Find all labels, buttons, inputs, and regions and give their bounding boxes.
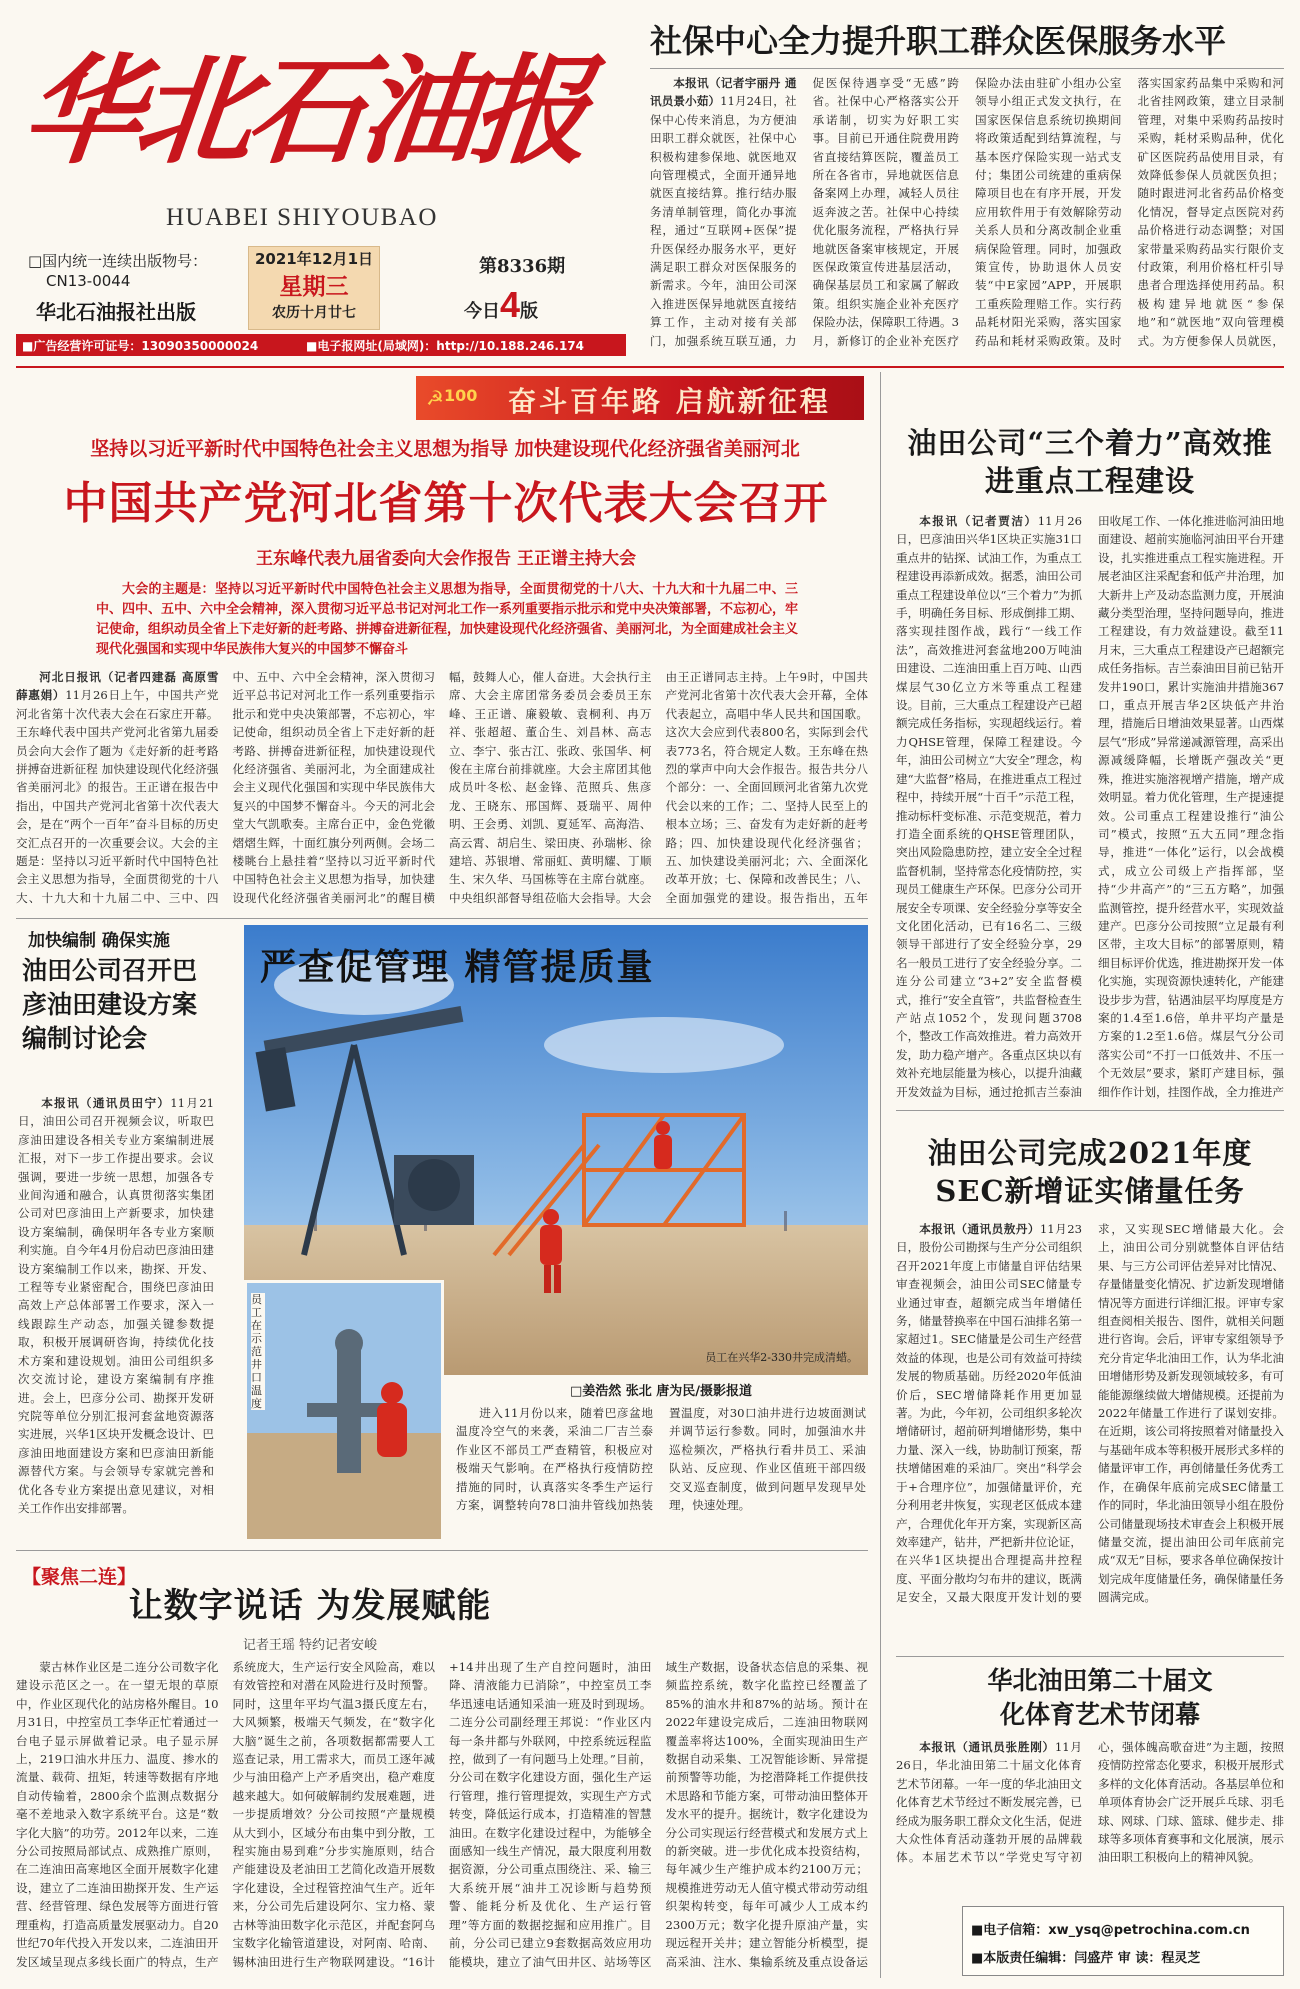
badge-number: 100 — [444, 386, 478, 405]
photo-caption-side: 员工在示范井口温度 — [251, 1293, 265, 1410]
photo-inset — [244, 1280, 444, 1542]
lead-subtitle: 王东峰代表九届省委向大会作报告 王正谱主持大会 — [256, 549, 636, 569]
right-story2-text: 11月23日，股份公司勘探与生产分公司组织召开2021年度上市储量自评估结果审查视频会，油田公司SEC储量专业通过审查，超额完成当年增储任务，储量替换率在中国石油排名第一家超过1。SEC储量是公司生产经营效益的体现，也是公司有效益可持续发展的物质基础。历经2020年低油价后，SEC增储降耗作用更加显著。为此，今年初，公司组织多轮次增储研讨，超前研判增储形势，集中力量、深入一线，协助制订预案，帮扶增储困难的采油厂。突出“科学会于+合理序位”，加强储量评价，充分利用老井恢复，实现老区低成本建产，合理优化年开方案，实现新区高效率建产，钻井，严把新井位论证，在兴华1区块提出合理提高井控程度、平面分散均匀布井的建议，既满足安全，又最大限度开发计划的要求，又实现SEC增储最大化。会上，油田公司分别就整体自评估结果、与三方公司评估差异对比情况、存量储量变化情况、扩边新发现增储情况等方面进行详细汇报。评审专家组查阅相关报告、图件，就相关问题进行咨询。会后，评审专家组领导予充分肯定华北油田工作，认为华北油田增储形势及新发现领域较多，有可能能源继续做大增储规模。还提前为2022年储量工作进行了谋划安排。在近期，该公司将按照着对储量投入与基础年成本等积极开展形式多样的储量评审工作，再创储量任务优秀工作，在确保年底前完成SEC储量工作的同时，华北油田领导小组在股份公司储量现场技术审查会上积极开展储量交流，提出油田公司年底前完成“双无”目标，要求各单位确保按计划完成年度储量任务，确保储量任务圆满完成。 — [896, 1222, 1284, 1605]
top-story-title: 社保中心全力提升职工群众医保服务水平 — [650, 22, 1227, 60]
pages-suffix: 版 — [520, 301, 539, 322]
right-story1-byline: 本报讯（记者贾洁） — [919, 514, 1038, 528]
lead-text: 11月26日上午，中国共产党河北省第十次代表大会在石家庄开幕。王东峰代表中国共产党河北省第九届委员会向大会作了题为《走好新的赶考路 拼搏奋进新征程 加快建设现代化经济强省美丽河北》的报告。王正谱在报告中指出，中国共产党河北省第十次代表大会，是在“两个一百年”奋斗目标的历史交汇点召开的一次重要会议。大会的主题是：坚持以习近平新时代中国特色社会主义思想为指导，全面贯彻党的十八大、十九大和十九届二中、三中、四中、五中、六中全会精神，深入贯彻习近平总书记对河北工作一系列重要指示批示和党中央决策部署，不忘初心，牢记使命，组织动员全省上下走好新的赶考路、拼搏奋进新征程，加快建设现代化经济强省、美丽河北，为全面建成社会主义现代化强国和实现中华民族伟大复兴的中国梦不懈奋斗。今天的河北会堂大气凯歌奏。主席台正中，金色党徽熠熠生辉，十面红旗分列两侧。会场二楼眺台上悬挂着“坚持以习近平新时代中国特色社会主义思想为指导，加快建设现代化经济强省美丽河北”的醒目横幅，鼓舞人心，催人奋进。大会执行主席、大会主席团常务委员会委员王东峰、王正谱、廉毅敏、袁桐利、冉万祥、张超超、董仚生、刘昌林、高志立、李宁、张古江、张政、张国华、柯俊在主席台前排就座。大会主席团其他成员叶冬松、赵金锋、范照兵、焦彦龙、王晓东、邢国辉、聂瑞平、周仲明、王会勇、刘凯、夏延军、高海浩、高云霄、胡启生、梁田庚、孙瑞彬、徐建培、苏银增、常丽虹、黄明耀、丁顺生、宋久华、马国栋等在主席台就座。中央组织部督导组莅临大会指导。大会由王正谱同志主持。上午9时，中国共产党河北省第十次代表大会开幕，全体代表起立，高唱中华人民共和国国歌。这次大会应到代表800名，实际到会代表773名，符合规定人数。王东峰在热烈的掌声中向大会作报告。报告共分八个部分：一、全面回顾河北省第九次党代会以来的工作；二、坚持人民至上的根本立场；三、奋发有为走好新的赶考路；四、加快建设现代化经济强省；五、加快建设美丽河北；六、全面深化改革开放；七、保障和改善民生；八、全面加强党的建设。报告指出，五年 — [16, 670, 868, 905]
right-story2-body — [896, 1220, 1284, 1650]
cn-number: CN13-0044 — [46, 272, 131, 290]
right-story3-body — [896, 1738, 1284, 1898]
pages-today — [464, 284, 538, 326]
top-story-byline: 本报讯（记者宇丽丹 通讯员景小茹） — [650, 76, 797, 109]
centenary-banner — [416, 376, 864, 420]
pages-prefix: 今日 — [464, 301, 500, 322]
photo-credit: □姜浩然 张北 唐为民/摄影报道 — [569, 1384, 753, 1399]
issue-date: 2021年12月1日 — [254, 250, 374, 268]
focus-body — [16, 1658, 868, 1980]
footer-editor: ■本版责任编辑：闫盛芹 审 读：程灵芝 — [971, 1951, 1201, 1966]
newspaper-logo: 华北石油报 — [16, 41, 592, 180]
lead-title: 中国共产党河北省第十次代表大会召开 — [63, 478, 829, 529]
footer-box — [962, 1906, 1284, 1976]
left-story-title: 油田公司召开巴彦油田建设方案编制讨论会 — [22, 956, 198, 1053]
right-story1-text: 11月26日，巴彦油田兴华1区块正实施31口重点井的钻探、试油工作，为重点工程建设再添新成效。据悉，油田公司重点工程建设单位以“三个着力”为抓手，明确任务目标、形成倒排工期、落实现挂图作战，践行“一线工作法”，高效推进河套盆地200万吨油田建设、二连油田重上百万吨、山西煤层气30亿立方米等重点工程建设。目前，三大重点工程建设产已超额完成任务指标，实现超线运行。着力QHSE管理，保障工程建设。今年，油田公司树立“大安全”理念，构建“大监督”格局，在推进重点工程过程中，持续开展“十百千”示范工程，推动标杆变标准、示范变规范，着力打造全面系统的QHSE管理团队，突出风险隐患防控，建立安全全过程监督机制，坚持常态化疫情防控，实现员工健康生产环保。巴彦分公司开展安全专项课、安全经验分享等安全文化团化活动，已有16名二、三级领导干部进行了安全经验分享，29名一般员工进行了安全经验分享。二连分公司建立“3+2”安全监督模式，推行“安全直管”，共监督检查生产站点1052个，发现问题3708个，整改工作高效推进。着力高效开发，助力稳产增产。各重点区块以有效补充地层能量为核心，以提升油藏开发效益为目标，通过抢抓吉兰泰油田收尾工作、一体化推进临河油田地面建设、超前实施临河油田平台开建设，扎实推进重点工程实施进程。开展老油区注采配套和低产井治理，加大新井上产及动态监测力度，开展油藏分类型治理，坚持问题导向，推进工程建设，有力效益建设。截至11月末，三大重点工程建设产已超额完成任务指标。吉兰泰油田目前已钻开发井190口，累计实施油井措施367口，重点开展吉华2区块低产井治理，措施后日增油效果显著。山西煤层气“形成”异常递减源管理，高采出源减缓降幅，长增既产强改关“更殊，推进实施溶视增产措施，增产成效明显。着力优化管理，生产提速提效。公司重点工程建设推行“油公司”模式，按照“五大五同”理念指导，推进“一体化”运行，以会战模式，成立公司级上产指挥部，坚持“少井高产”的“三五方略”，加强监测管控，提升经营水平，实现效益建产。巴彦分公司按照“立足最有利区带，主攻大目标”的部署原则，精细目标评价优选，推进勘探开发一体化实施，实现资源快速转化，产能建设步步为营，钻遇油层平均厚度是方案的1.4至1.6倍，单井平均产量是方案的1.2至1.6倍。煤层气分公司落实公司“不打一口低效井、不压一个无效层”要求，紧盯产建目标，强细作作计划，挂图作战，全力推进产 — [896, 514, 1284, 1099]
focus-text: 蒙古林作业区是二连分公司数字化建设示范区之一。在一望无垠的草原中，作业区现代化的站房格外醒目。10月31日，中控室员工李华正忙着通过一台电子显示屏做着记录。电子显示屏上，219口油水井压力、温度、掺水的流量、载荷、扭矩，转速等数据有序地自动传输着，2800余个监测点数据分毫不差地录入数字系统平台。这是“数字化大脑”的功劳。2012年以来，二连分公司按照局部试点、成熟推广原则，在二连油田高寒地区全面开展数字化建设，建立了二连油田勘探开发、生产运营、经营管理、绿色发展等方面进行管理重构，打造高质量发展驱动力。自20世纪70年代投入开发以来，二连油田开发区域呈现点多线长面广的特点，生产系统庞大，生产运行安全风险高，难以有效管控和对潜在风险进行及时预警。同时，这里年平均气温3摄氏度左右，大风频繁，极端天气频发，在“数字化大脑”诞生之前，各项数据都需要人工巡查记录，用工需求大，而员工逐年减少与油田稳产上产矛盾突出，稳产难度越来越大。如何破解制约发展难题，进一步提质增效？分公司按照“产量规模从大到小，区域分布由集中到分散，工程实施由易到难”分步实施原则，结合产能建设及老油田工艺简化改造开展数字化建设，全过程管控油气生产。近年来，分公司先后建设阿尔、宝力格、蒙古林等油田数字化示范区，并配套阿乌宝数字化输管道建设，对阿南、哈南、锡林油田进行生产物联网建设。“16计+14井出现了生产自控问题时，油田降、清液能力已消除”，中控室员工李华迅速电话通知采油一班及时到现场。二连分公司副经理王邦说：“作业区内每一条井都与外联网，中控系统远程监控，做到了一有问题马上处理。”目前，分公司在数字化建设方面，强化生产运行管理，推行管理提效，实现生产方式转变，降低运行成本，打造精准的智慧油田。在数字化建设过程中，为能够全面感知一线生产情况，最大限度利用数据资源，分公司重点围绕注、采、输三大系统开展“油井工况诊断与趋势预警、能耗分析及优化、生产运行管理”等方面的数据挖掘和应用推广。目前，分公司已建立9套数据高效应用功能模块，建立了油气田井区、站场等区域生产数据，设备状态信息的采集、视频监控系统，数字化监控已经覆盖了85%的油水井和87%的站场。预计在2022年建设完成后，二连油田物联网覆盖率将达100%，全面实现油田生产数据自动采集、工况智能诊断、异常提前预警等功能，为挖潜降耗工作提供技术思路和节能方案，可带动油田整体开发水平的提升。据统计，数字化建设为分公司实现运行经营模式和发展方式上的新突破。进一步优化成本投资结构，每年减少生产维护成本约2100万元；规模推进劳动无人值守模式带动劳动组织架构转变，每年可减少人工成本约2300万元；数字化提升原油产量，实现远程开关井；建立智能分析模型，提高采油、注水、集输系统及重点设备运 — [16, 1660, 868, 1969]
lead-kicker: 坚持以习近平新时代中国特色社会主义思想为指导 加快建设现代化经济强省美丽河北 — [90, 438, 800, 460]
right-story3-byline: 本报讯（通讯员张胜刚） — [919, 1740, 1055, 1754]
focus-section-label: 【聚焦二连】 — [22, 1566, 137, 1588]
photo-feature-body — [456, 1404, 866, 1544]
lead-byline: 河北日报讯（记者四建磊 高原雪 薛惠娟） — [16, 670, 219, 703]
issue-number: 第8336期 — [479, 256, 566, 277]
top-story-text: 11月24日，社保中心传来消息，为方便油田职工群众就医，社保中心积极构建参保地、就医地双向管理模式，全面开通异地就医直接结算。推行结办服务清单制管理，简化办事流程，通过“互联网+医保”提升医保经办服务水平，更好满足职工群众对医保服务的新需求。今年，油田公司深入推进医保异地就医直接结算工作，主动对接有关部门，加强系统互联互通，力促医保待遇享受“无感”跨省。社保中心严格落实公开承诺制，切实为好职工实事。目前已开通住院费用跨省直接结算医院，覆盖员工所在各省市，异地就医信息备案网上办理，减轻人员往返奔波之苦。社保中心持续优化服务流程，严格执行异地就医备案审核规定，开展医保政策宣传进基层活动，确保基层员工和家属了解政策。组织实施企业补充医疗保险办法，保障职工待遇。3月，新修订的企业补充医疗保险办法由驻矿小组办公室领导小组正式发文执行，在国家医保信息系统切换期间将政策适配到结算流程，与基本医疗保险实现一站式支付；集团公司统建的重病保障项目也在有序开展，开发应用软件用于有效解除劳动关系人员和分离改制企业重病保险管理。同时，加强政策宣传，协助退休人员安装“中E家园”APP，开展职工重疾险理赔工作。实行药品耗材阳光采购，落实国家药品和耗材采购政策。及时落实国家药品集中采购和河北省挂网政策，建立目录制管理，对集中采购药品按时采购，耗材采购品种，优化矿区医院药品使用目录，有效降低参保人员就医负担；随时跟进河北省药品价格变化情况，督导定点医院对药品价格进行动态调整；对国家带量采购药品实行限价支付政策，利用价格杠杆引导患者合理选择使用药品。积极构建异地就医“参保地”和“就医地”双向管理模式。为方便参保人员就医， — [650, 76, 1284, 348]
centenary-badge — [426, 382, 478, 414]
lunar-date: 农历十月廿七 — [272, 305, 356, 321]
photo-feature-title: 严查促管理 精管提质量 — [260, 946, 655, 988]
lead-theme: 大会的主题是：坚持以习近平新时代中国特色社会主义思想为指导，全面贯彻党的十八大、十九大和十九届二中、三中、四中、五中、六中全会精神，深入贯彻习近平总书记对河北工作一系列重要指示批示和党中央决策部署，不忘初心，牢记使命，组织动员全省上下走好新的赶考路、拼搏奋进新征程，加快建设现代化经济强省、美丽河北，为全面建成社会主义现代化强国和实现中华民族伟大复兴的中国梦不懈奋斗 — [96, 582, 798, 657]
right-story3-text: 11月26日，华北油田第二十届文化体育艺术节闭幕。一年一度的华北油田文化体育艺术节经过不断发展完善，已经成为服务职工群众文化生活，促进大众性体育活动蓬勃开展的品牌载体。本届艺术节以“学党史写守初心，强体魄高歌奋进”为主题，按照疫情防控常态化要求，积极开展形式多样的文化体育活动。各基层单位和单项体育协会广泛开展乒乓球、羽毛球、网球、门球、篮球、健步走、排球等多项体育赛事和文化展演，展示油田职工积极向上的精神风貌。 — [896, 1740, 1284, 1865]
focus-title: 让数字说话 为发展赋能 — [128, 1586, 492, 1626]
focus-byline: 记者王瑶 特约记者安峻 — [242, 1638, 378, 1653]
right-story2-byline: 本报讯（通讯员敖丹） — [919, 1222, 1040, 1236]
masthead — [16, 16, 626, 361]
wellhead-photo-icon — [247, 1283, 444, 1542]
right-story3-title: 华北油田第二十届文化体育艺术节闭幕 — [987, 1666, 1213, 1729]
lead-body — [16, 668, 868, 912]
pages-num: 4 — [500, 284, 521, 325]
banner-text: 奋斗百年路 启航新征程 — [508, 385, 831, 418]
weekday: 星期三 — [279, 274, 349, 300]
left-story-byline: 本报讯（通讯员田宁） — [41, 1096, 171, 1110]
ad-license: ■广告经营许可证号：13090350000024 — [22, 339, 259, 353]
footer-email[interactable]: ■电子信箱：xw_ysq@petrochina.com.cn — [971, 1923, 1250, 1938]
party-emblem-icon: ☭ — [426, 386, 444, 410]
left-story-body — [18, 1094, 214, 1542]
right-story1-title: 油田公司“三个着力”高效推进重点工程建设 — [907, 426, 1273, 498]
cn-label: □国内统一连续出版物号： — [28, 252, 208, 270]
right-story2-title: 油田公司完成2021年度SEC新增证实储量任务 — [927, 1136, 1253, 1208]
top-story-body — [650, 74, 1284, 356]
left-story-kicker: 加快编制 确保实施 — [28, 931, 170, 951]
newspaper-pinyin: HUABEI SHIYOUBAO — [166, 204, 438, 231]
right-story1-body — [896, 512, 1284, 1104]
publisher: 华北石油报社出版 — [36, 300, 196, 324]
photo-caption-main: 员工在兴华2-330井完成清蜡。 — [705, 1351, 858, 1364]
left-story-text: 11月21日，油田公司召开视频会议，听取巴彦油田建设各相关专业方案编制进展汇报，对下一步工作提出要求。会议强调，要进一步统一思想，加强各专业间沟通和融合，认真贯彻落实集团公司对巴彦油田上产新要求，加快建设方案编制，确保明年各专业方案顺利实施。自今年4月份启动巴彦油田建设方案编制工作以来，勘探、开发、工程等专业紧密配合，围绕巴彦油田高效上产总体部署工作要求，深入一线跟踪生产动态，加强关键参数提取，积极开展调研咨询，持续优化技术方案和建设规划。油田公司组织多次交流讨论，建设方案编制有序推进。会上，巴彦分公司、勘探开发研究院等单位分别汇报河套盆地资源落实进展，兴华1区块开发概念设计、巴彦油田地面建设方案和巴彦油田新能源替代方案。与会领导专家就完善和优化各专业方案提出意见建议，对相关工作作出安排部署。 — [18, 1096, 214, 1515]
photo-feature-text: 进入11月份以来，随着巴彦盆地温度冷空气的来袭，采油二厂吉兰泰作业区不部员工严查精管，积极应对极端天气影响。在严格执行疫情防控措施的同时，认真落实冬季生产运行方案，调整转向78口油井管线加热装置温度，对30口油井进行边坡面测试并调节运行参数。同时，加强油水井巡检频次，严格执行看井员工、采油队站、反应现、作业区值班干部四级交叉巡查制度，做到问题早发现早处理，快速处理。 — [456, 1406, 866, 1513]
epaper-url: ■电子报网址(局域网)：http://10.188.246.174 — [306, 339, 584, 353]
